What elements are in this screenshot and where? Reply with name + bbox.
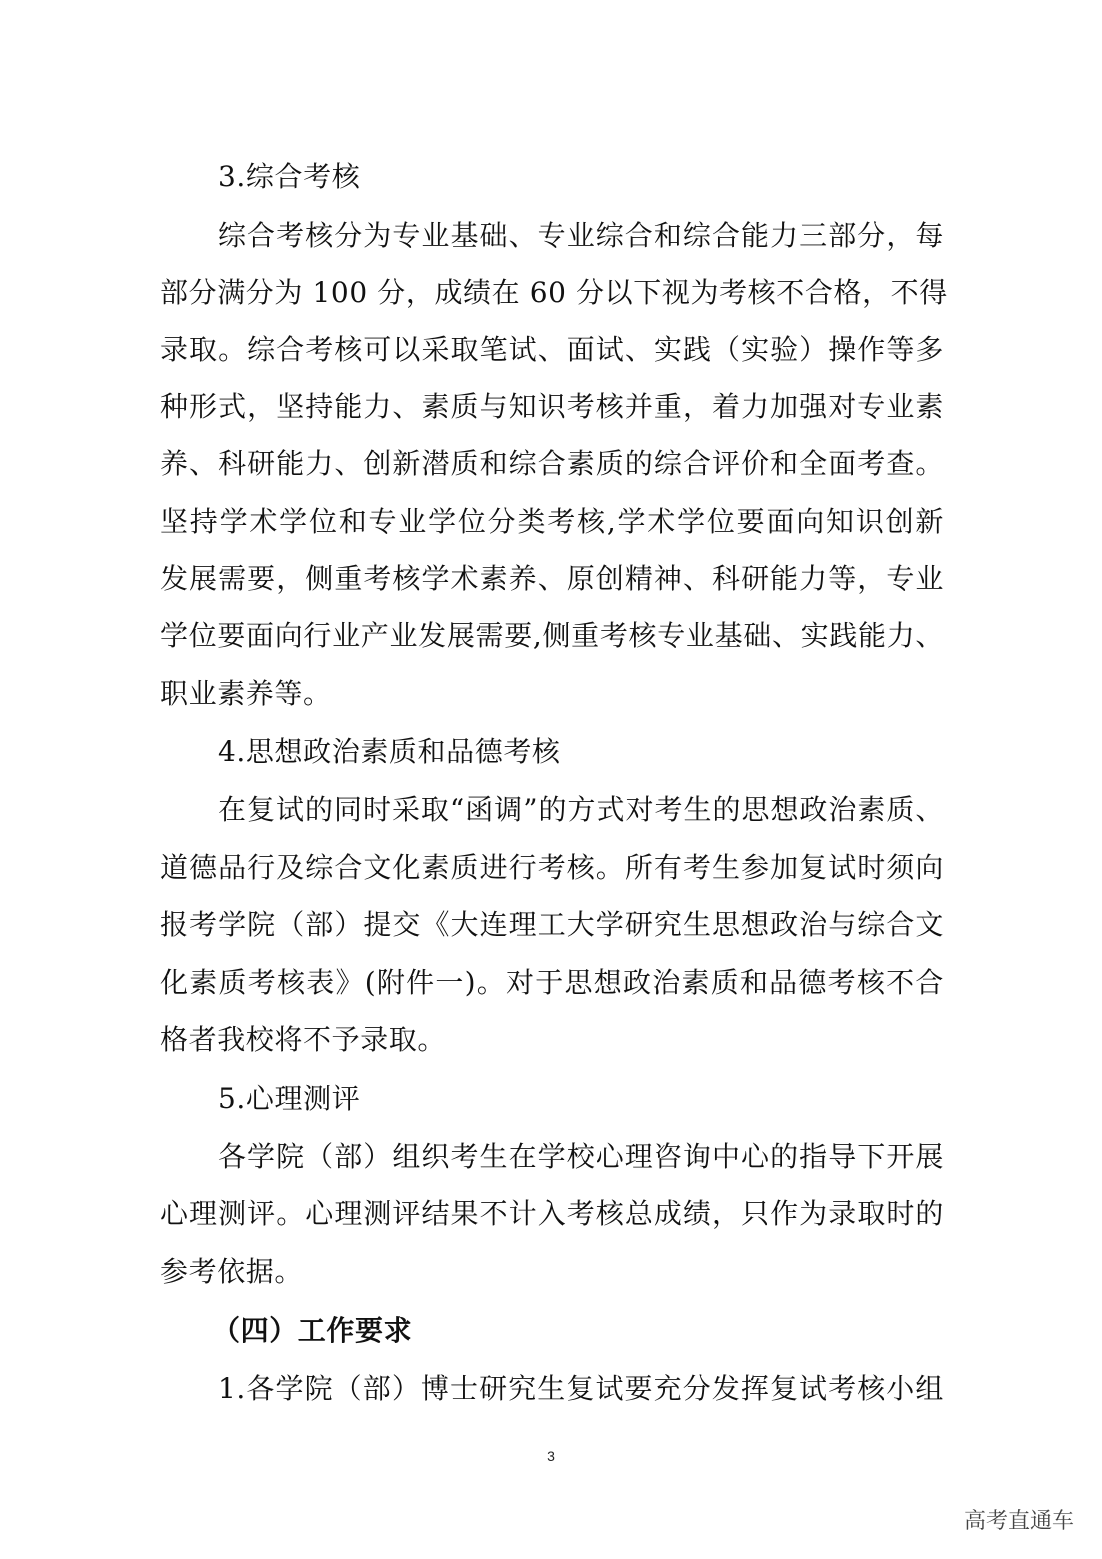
paragraph-line: 坚持学术学位和专业学位分类考核,学术学位要面向知识创新 [160,505,944,538]
section-heading-comprehensive-assessment: 3.综合考核 [218,160,361,193]
paragraph-line: 综合考核分为专业基础、专业综合和综合能力三部分，每 [218,219,944,252]
paragraph-line: 化素质考核表》(附件一)。对于思想政治素质和品德考核不合 [160,966,944,999]
paragraph-line: 职业素养等。 [160,677,332,710]
paragraph-line: 养、科研能力、创新潜质和综合素质的综合评价和全面考查。 [160,447,944,480]
watermark-text: 高考直通车 [963,1509,1074,1534]
paragraph-line: 在复试的同时采取“函调”的方式对考生的思想政治素质、 [218,793,944,826]
section-heading-psychological-test: 5.心理测评 [218,1082,361,1115]
paragraph-line: 参考依据。 [160,1255,304,1288]
paragraph-line: 道德品行及综合文化素质进行考核。所有考生参加复试时须向 [160,851,944,884]
paragraph-line: 1.各学院（部）博士研究生复试要充分发挥复试考核小组 [218,1372,944,1405]
paragraph-line: 报考学院（部）提交《大连理工大学研究生思想政治与综合文 [160,908,944,941]
paragraph-line: 种形式，坚持能力、素质与知识考核并重，着力加强对专业素 [160,390,944,423]
paragraph-line: 格者我校将不予录取。 [160,1023,447,1056]
paragraph-line: 学位要面向行业产业发展需要,侧重考核专业基础、实践能力、 [160,619,944,652]
section-heading-ideological-assessment: 4.思想政治素质和品德考核 [218,735,561,768]
paragraph-line: 录取。综合考核可以采取笔试、面试、实践（实验）操作等多 [160,333,944,366]
paragraph-line: 各学院（部）组织考生在学校心理咨询中心的指导下开展 [218,1140,944,1173]
section-heading-work-requirements: （四）工作要求 [212,1314,413,1347]
paragraph-line: 发展需要，侧重考核学术素养、原创精神、科研能力等，专业 [160,562,944,595]
page-number: 3 [547,1448,555,1464]
paragraph-line: 部分满分为 100 分，成绩在 60 分以下视为考核不合格，不得 [160,276,948,309]
paragraph-line: 心理测评。心理测评结果不计入考核总成绩，只作为录取时的 [160,1197,944,1230]
